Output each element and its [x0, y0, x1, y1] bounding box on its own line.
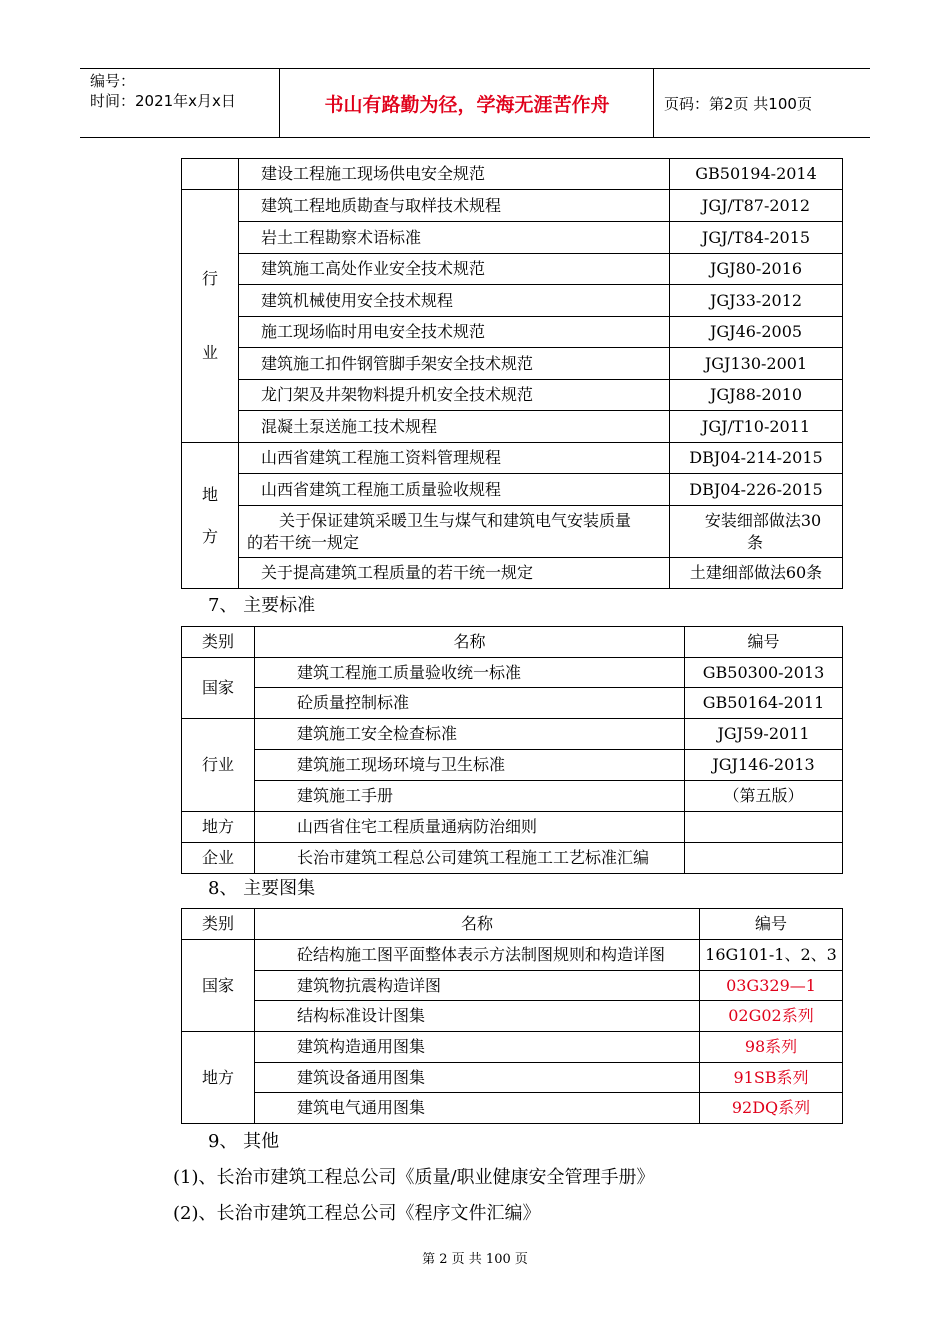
name-line: 的若干统一规定: [247, 532, 360, 552]
code-cell: JGJ/T10-2011: [670, 411, 843, 443]
name-cell: 建筑构造通用图集: [255, 1032, 700, 1063]
table-row: [182, 159, 843, 190]
table-row: [182, 1032, 843, 1063]
code-cell: JGJ59-2011: [685, 719, 843, 750]
table-row: [182, 843, 843, 874]
name-cell: 长治市建筑工程总公司建筑工程施工工艺标准汇编: [255, 843, 685, 874]
header-page-info: 页码：第2页 共100页: [664, 94, 812, 113]
category-cell: 国家: [182, 940, 255, 1032]
code-cell: [670, 506, 843, 558]
table-row: [182, 254, 843, 285]
name-cell: 结构标准设计图集: [255, 1001, 700, 1032]
regulations-table: [181, 158, 843, 589]
name-cell: 砼结构施工图平面整体表示方法制图规则和构造详图: [255, 940, 700, 971]
category-cell: [182, 443, 239, 589]
name-cell: 建筑施工扣件钢管脚手架安全技术规范: [239, 348, 670, 380]
code-cell: JGJ33-2012: [670, 285, 843, 317]
name-cell: 建筑电气通用图集: [255, 1093, 700, 1124]
atlas-table: [181, 908, 843, 1124]
name-cell: [239, 506, 670, 558]
name-cell: 建设工程施工现场供电安全规范: [239, 159, 670, 190]
code-cell: [685, 843, 843, 874]
name-cell: 建筑工程施工质量验收统一标准: [255, 658, 685, 688]
section-title: 7、 主要标准: [208, 595, 316, 616]
table-row: [182, 190, 843, 222]
code-cell: DBJ04-226-2015: [670, 474, 843, 506]
table-row: [182, 348, 843, 380]
code-cell: JGJ146-2013: [685, 750, 843, 781]
category-cell: 地方: [182, 812, 255, 843]
code-cell: JGJ46-2005: [670, 317, 843, 348]
code-cell: 16G101-1、2、3: [700, 940, 843, 971]
category-cell: 国家: [182, 658, 255, 719]
code-line: 安装细部做法30: [704, 510, 822, 530]
name-cell: 建筑施工现场环境与卫生标准: [255, 750, 685, 781]
header-slogan: 书山有路勤为径，学海无涯苦作舟: [281, 69, 654, 137]
code-cell: 98系列: [700, 1032, 843, 1063]
column-header: 类别: [182, 627, 255, 658]
code-cell: GB50194-2014: [670, 159, 843, 190]
table-row: [182, 781, 843, 812]
table-row: [182, 411, 843, 443]
name-cell: 施工现场临时用电安全技术规范: [239, 317, 670, 348]
table-row: [182, 940, 843, 971]
table-row: [182, 506, 843, 558]
name-cell: 砼质量控制标准: [255, 688, 685, 719]
column-header: 编号: [685, 627, 843, 658]
standards-table: [181, 626, 843, 874]
table-row: [182, 285, 843, 317]
column-header: 名称: [255, 627, 685, 658]
name-cell: 建筑工程地质勘查与取样技术规程: [239, 190, 670, 222]
section-title: 9、 其他: [208, 1131, 280, 1152]
table-row: [182, 443, 843, 474]
code-cell: DBJ04-214-2015: [670, 443, 843, 474]
time-label: 时间：2021年x月x日: [90, 92, 236, 110]
code-line: 条: [747, 532, 764, 552]
code-cell: 92DQ系列: [700, 1093, 843, 1124]
category-cell: 地方: [182, 1032, 255, 1124]
category-cell: 企业: [182, 843, 255, 874]
table-row: [182, 1063, 843, 1093]
code-cell: 91SB系列: [700, 1063, 843, 1093]
column-header: 类别: [182, 909, 255, 940]
code-cell: 03G329—1: [700, 971, 843, 1001]
category-char: 方: [201, 526, 218, 546]
header-meta: [80, 69, 280, 137]
name-cell: 建筑物抗震构造详图: [255, 971, 700, 1001]
other-item: (1)、长治市建筑工程总公司《质量/职业健康安全管理手册》: [173, 1167, 655, 1188]
code-cell: JGJ/T84-2015: [670, 222, 843, 254]
code-cell: JGJ/T87-2012: [670, 190, 843, 222]
name-cell: 建筑施工高处作业安全技术规范: [239, 254, 670, 285]
page-header: [80, 68, 870, 138]
code-cell: （第五版）: [685, 781, 843, 812]
section-title: 8、 主要图集: [208, 878, 316, 899]
table-row: [182, 222, 843, 254]
category-cell: 行业: [182, 719, 255, 812]
column-header: 编号: [700, 909, 843, 940]
name-cell: 关于提高建筑工程质量的若干统一规定: [239, 558, 670, 589]
table-row: [182, 380, 843, 411]
name-cell: 山西省建筑工程施工资料管理规程: [239, 443, 670, 474]
name-cell: 混凝土泵送施工技术规程: [239, 411, 670, 443]
code-cell: JGJ88-2010: [670, 380, 843, 411]
code-cell: 土建细部做法60条: [670, 558, 843, 589]
category-char: 地: [201, 484, 218, 504]
page-footer: 第 2 页 共 100 页: [422, 1252, 528, 1267]
code-cell: GB50164-2011: [685, 688, 843, 719]
table-row: [182, 719, 843, 750]
name-line: 关于保证建筑采暖卫生与煤气和建筑电气安装质量: [279, 510, 632, 530]
name-cell: 岩土工程勘察术语标准: [239, 222, 670, 254]
category-char: 业: [201, 343, 218, 362]
table-row: [182, 688, 843, 719]
table-row: [182, 971, 843, 1001]
category-cell: [182, 159, 239, 190]
table-header-row: [182, 909, 843, 940]
table-row: [182, 1093, 843, 1124]
table-header-row: [182, 627, 843, 658]
code-cell: [685, 812, 843, 843]
table-row: [182, 317, 843, 348]
id-label: 编号：: [90, 72, 136, 90]
column-header: 名称: [255, 909, 700, 940]
code-cell: JGJ80-2016: [670, 254, 843, 285]
name-cell: 龙门架及井架物料提升机安全技术规范: [239, 380, 670, 411]
name-cell: 建筑机械使用安全技术规程: [239, 285, 670, 317]
category-char: 行: [201, 269, 218, 288]
table-row: [182, 474, 843, 506]
other-item: (2)、长治市建筑工程总公司《程序文件汇编》: [173, 1203, 541, 1224]
category-cell: [182, 190, 239, 443]
table-row: [182, 812, 843, 843]
table-row: [182, 750, 843, 781]
code-cell: 02G02系列: [700, 1001, 843, 1032]
code-cell: GB50300-2013: [685, 658, 843, 688]
table-row: [182, 1001, 843, 1032]
name-cell: 山西省建筑工程施工质量验收规程: [239, 474, 670, 506]
table-row: [182, 558, 843, 589]
name-cell: 建筑设备通用图集: [255, 1063, 700, 1093]
table-row: [182, 658, 843, 688]
name-cell: 建筑施工安全检查标准: [255, 719, 685, 750]
name-cell: 建筑施工手册: [255, 781, 685, 812]
name-cell: 山西省住宅工程质量通病防治细则: [255, 812, 685, 843]
code-cell: JGJ130-2001: [670, 348, 843, 380]
